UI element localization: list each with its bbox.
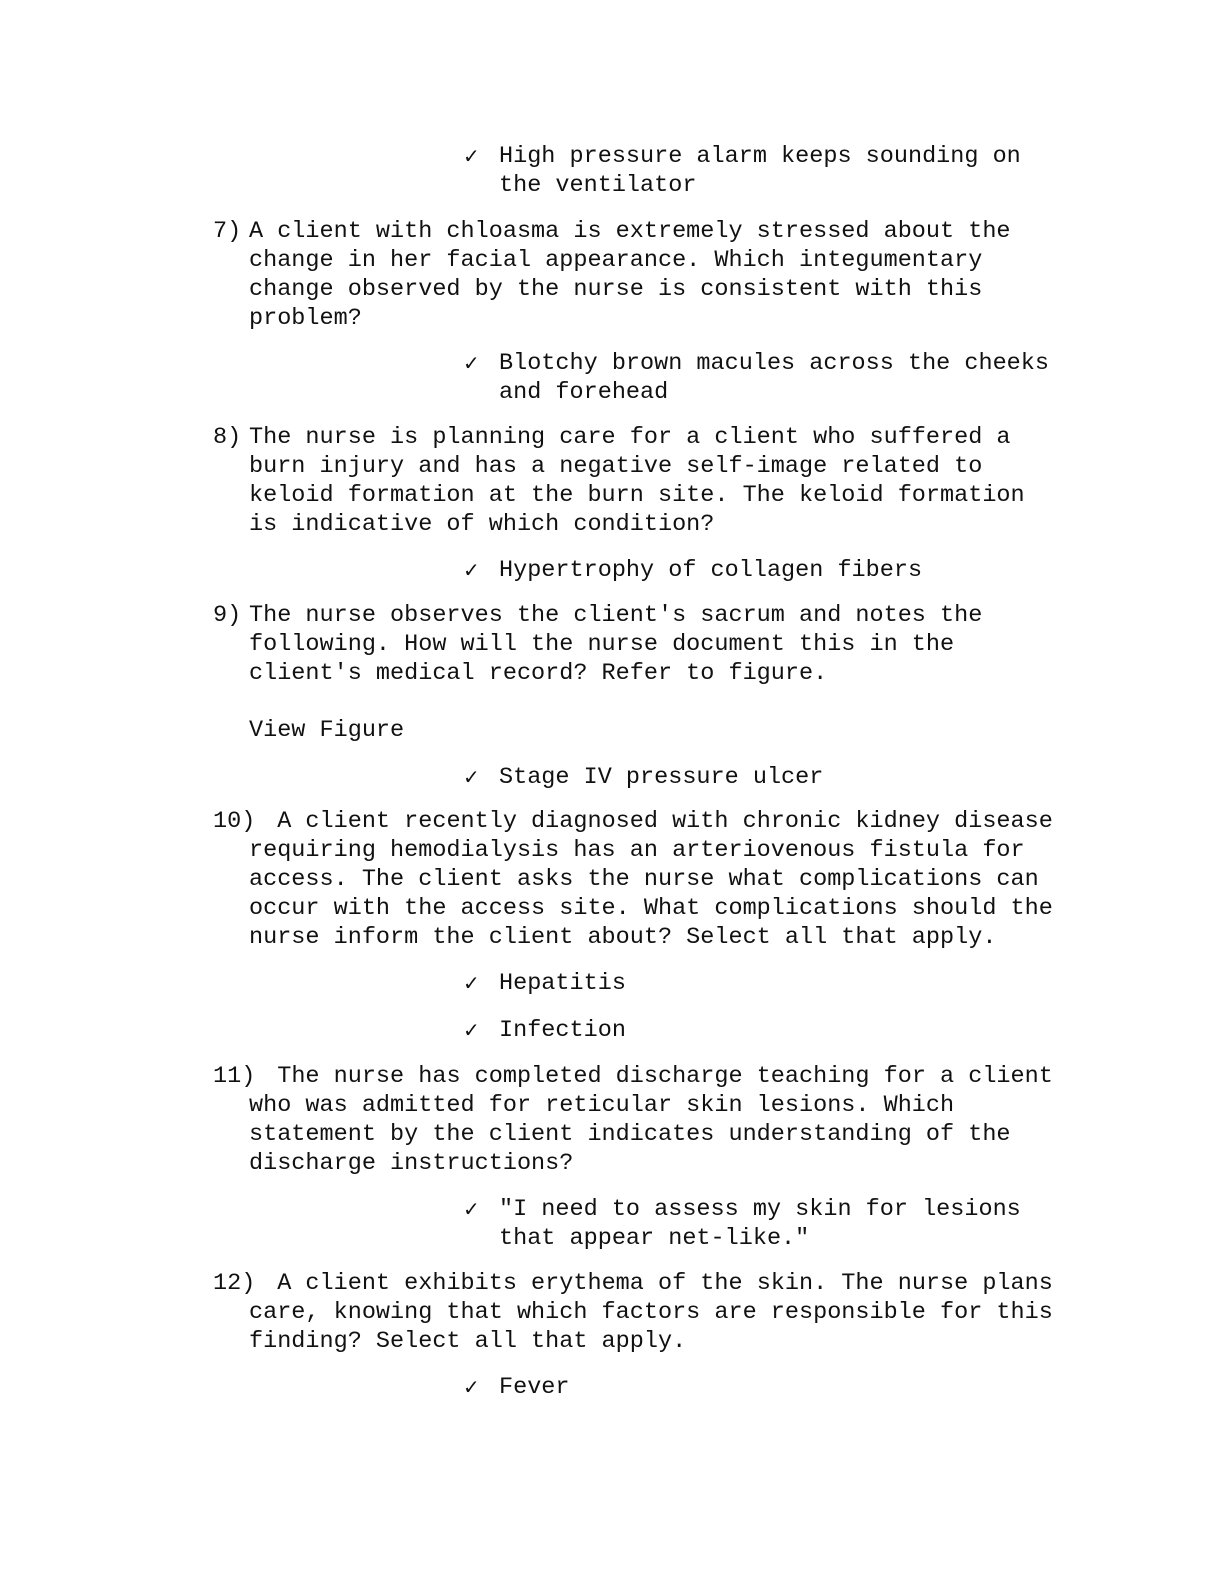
checkmark-icon: ✓ (463, 765, 480, 789)
question-number: 11) (213, 1063, 256, 1090)
question-text: A client recently diagnosed with chronic kidney disease requiring hemodialysis has an arteriovenous fistula for access. The client asks the nurse what complications can occur with the access site. What complications should the nurse inform the client about? Select all that apply. (249, 808, 1053, 951)
answer-text: Infection (499, 1017, 626, 1044)
answer-text: Hepatitis (499, 970, 626, 997)
view-figure-link[interactable]: View Figure (249, 717, 405, 744)
question-item (213, 1062, 1093, 1178)
question-text: A client with chloasma is extremely stressed about the change in her facial appearance. Which integumentary change observed by the nurse is consistent with this problem? (249, 218, 1011, 332)
question-number: 7) (213, 218, 242, 245)
checkmark-icon: ✓ (463, 971, 480, 995)
answer-item (463, 969, 1103, 998)
answer-item (463, 1195, 1103, 1253)
question-text: A client exhibits erythema of the skin. The nurse plans care, knowing that which factors are responsible for this finding? Select all that apply. (249, 1270, 1053, 1355)
question-number: 8) (213, 424, 242, 451)
question-text: The nurse has completed discharge teaching for a client who was admitted for reticular skin lesions. Which statement by the client indicates understanding of the discharge instructions? (249, 1063, 1053, 1177)
answer-text: Hypertrophy of collagen fibers (499, 557, 923, 584)
answer-item (463, 556, 1103, 585)
question-number: 12) (213, 1270, 256, 1297)
checkmark-icon: ✓ (463, 558, 480, 582)
question-text: The nurse observes the client's sacrum and notes the following. How will the nurse document this in the client's medical record? Refer to figure. (249, 602, 983, 687)
checkmark-icon: ✓ (463, 1375, 480, 1399)
answer-text: Fever (499, 1374, 570, 1401)
question-item (213, 423, 1093, 539)
question-text: The nurse is planning care for a client who suffered a burn injury and has a negative self-image related to keloid formation at the burn site. The keloid formation is indicative of which condition? (249, 424, 1025, 538)
answer-item (463, 142, 1103, 200)
checkmark-icon: ✓ (463, 1197, 480, 1221)
question-number: 9) (213, 602, 242, 629)
answer-item (463, 1373, 1103, 1402)
checkmark-icon: ✓ (463, 144, 480, 168)
question-item (213, 601, 1093, 688)
answer-text: "I need to assess my skin for lesions that appear net-like." (499, 1196, 1021, 1252)
answer-item (463, 763, 1103, 792)
answer-text: High pressure alarm keeps sounding on the ventilator (499, 143, 1021, 199)
question-item (213, 1269, 1093, 1356)
checkmark-icon: ✓ (463, 351, 480, 375)
answer-item (463, 1016, 1103, 1045)
answer-item (463, 349, 1103, 407)
checkmark-icon: ✓ (463, 1018, 480, 1042)
question-item (213, 807, 1093, 952)
answer-text: Stage IV pressure ulcer (499, 764, 824, 791)
answer-text: Blotchy brown macules across the cheeks and forehead (499, 350, 1049, 406)
question-number: 10) (213, 808, 256, 835)
question-item (213, 217, 1093, 333)
